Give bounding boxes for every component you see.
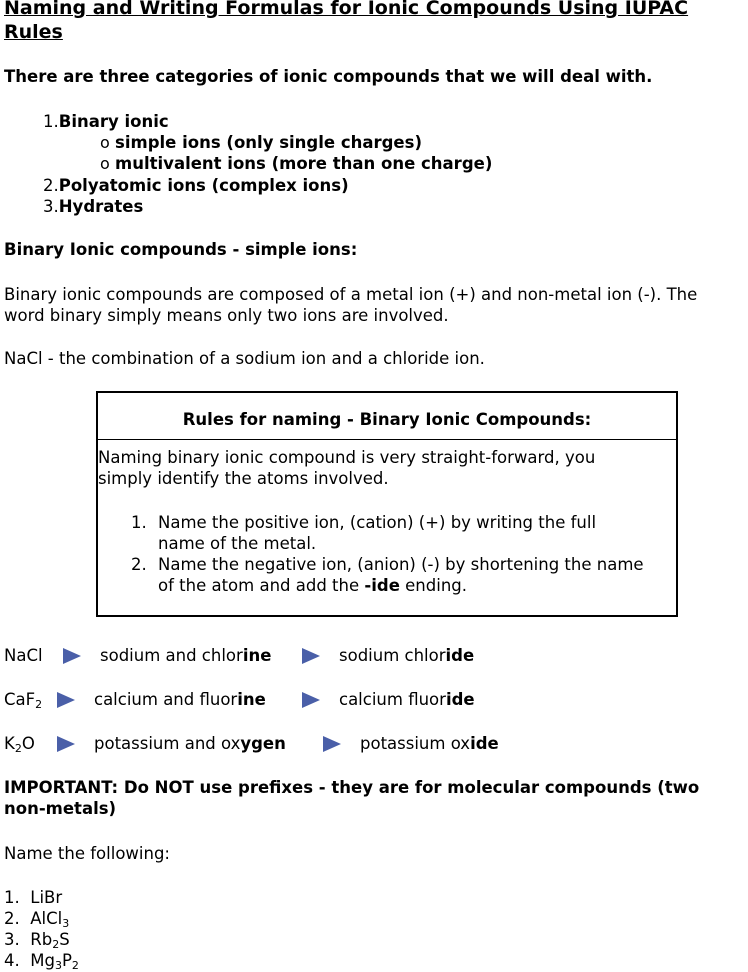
category-label: Polyatomic ions (complex ions) <box>58 176 349 195</box>
important-note: IMPORTANT: Do NOT use prefixes - they are for molecular compounds (two <box>4 778 700 797</box>
arrow-icon <box>323 736 341 752</box>
example-name: sodium chloride <box>339 646 475 665</box>
list-number: 2. <box>43 176 59 195</box>
exercise-item: 2. AlCl$_3$ <box>4 909 70 930</box>
paragraph: NaCl - the combination of a sodium ion and a chloride ion. <box>4 349 485 368</box>
bullet-icon: o <box>100 133 110 152</box>
exercise-heading: Name the following: <box>4 844 170 863</box>
category-item <box>43 111 169 132</box>
example-elements: sodium and chlorine <box>100 646 272 665</box>
example-formula: NaCl <box>4 646 43 665</box>
exercise-item: 3. $Rb_2S$ <box>4 930 70 951</box>
step-text: name of the metal. <box>158 534 317 553</box>
paragraph-line: word binary simply means only two ions are involved. <box>4 306 449 325</box>
example-name: calcium fluoride <box>339 690 475 709</box>
category-item <box>43 175 349 196</box>
important-note: non-metals) <box>4 799 117 818</box>
list-number: 1. <box>43 112 59 131</box>
step-text: of the atom and add the -ide ending. <box>158 576 467 595</box>
category-item <box>43 196 143 217</box>
arrow-icon <box>302 648 320 664</box>
list-number: 3. <box>43 197 59 216</box>
example-elements: potassium and oxygen <box>94 734 286 753</box>
example-formula: CaF$_2$ <box>4 690 43 711</box>
rules-heading: Rules for naming - Binary Ionic Compounds: <box>98 393 676 440</box>
page-title: Naming and Writing Formulas for Ionic Compounds Using IUPAC Rules <box>4 0 689 43</box>
example-formula: $K_2O$ <box>4 734 35 755</box>
paragraph-line: Binary ionic compounds are composed of a metal ion (+) and non-metal ion (-). The <box>4 285 698 304</box>
subcategory-label: simple ions (only single charges) <box>115 133 422 152</box>
rules-box <box>96 391 678 617</box>
arrow-icon <box>63 648 81 664</box>
exercise-item: 1. LiBr <box>4 888 63 907</box>
bullet-icon: o <box>100 154 110 173</box>
exercise-item: 4. $Mg_3P_2$ <box>4 951 79 972</box>
category-label: Binary ionic <box>58 112 169 131</box>
category-label: Hydrates <box>58 197 144 216</box>
rules-intro-line: simply identify the atoms involved. <box>98 469 389 488</box>
step-text: Name the negative ion, (anion) (-) by shortening the name <box>158 555 644 574</box>
step-number: 1. <box>131 513 147 532</box>
arrow-icon <box>302 692 320 708</box>
arrow-icon <box>57 692 75 708</box>
rules-intro-line: Naming binary ionic compound is very straight-forward, you <box>98 448 596 467</box>
subcategory-item <box>100 153 492 174</box>
subcategory-item <box>100 132 422 153</box>
step-text: Name the positive ion, (cation) (+) by writing the full <box>158 513 597 532</box>
subcategory-label: multivalent ions (more than one charge) <box>115 154 493 173</box>
example-elements: calcium and fluorine <box>94 690 266 709</box>
example-name: potassium oxide <box>360 734 499 753</box>
step-number: 2. <box>131 555 147 574</box>
section-heading: Binary Ionic compounds - simple ions: <box>4 240 358 259</box>
arrow-icon <box>57 736 75 752</box>
intro-text: There are three categories of ionic compounds that we will deal with. <box>4 67 653 86</box>
